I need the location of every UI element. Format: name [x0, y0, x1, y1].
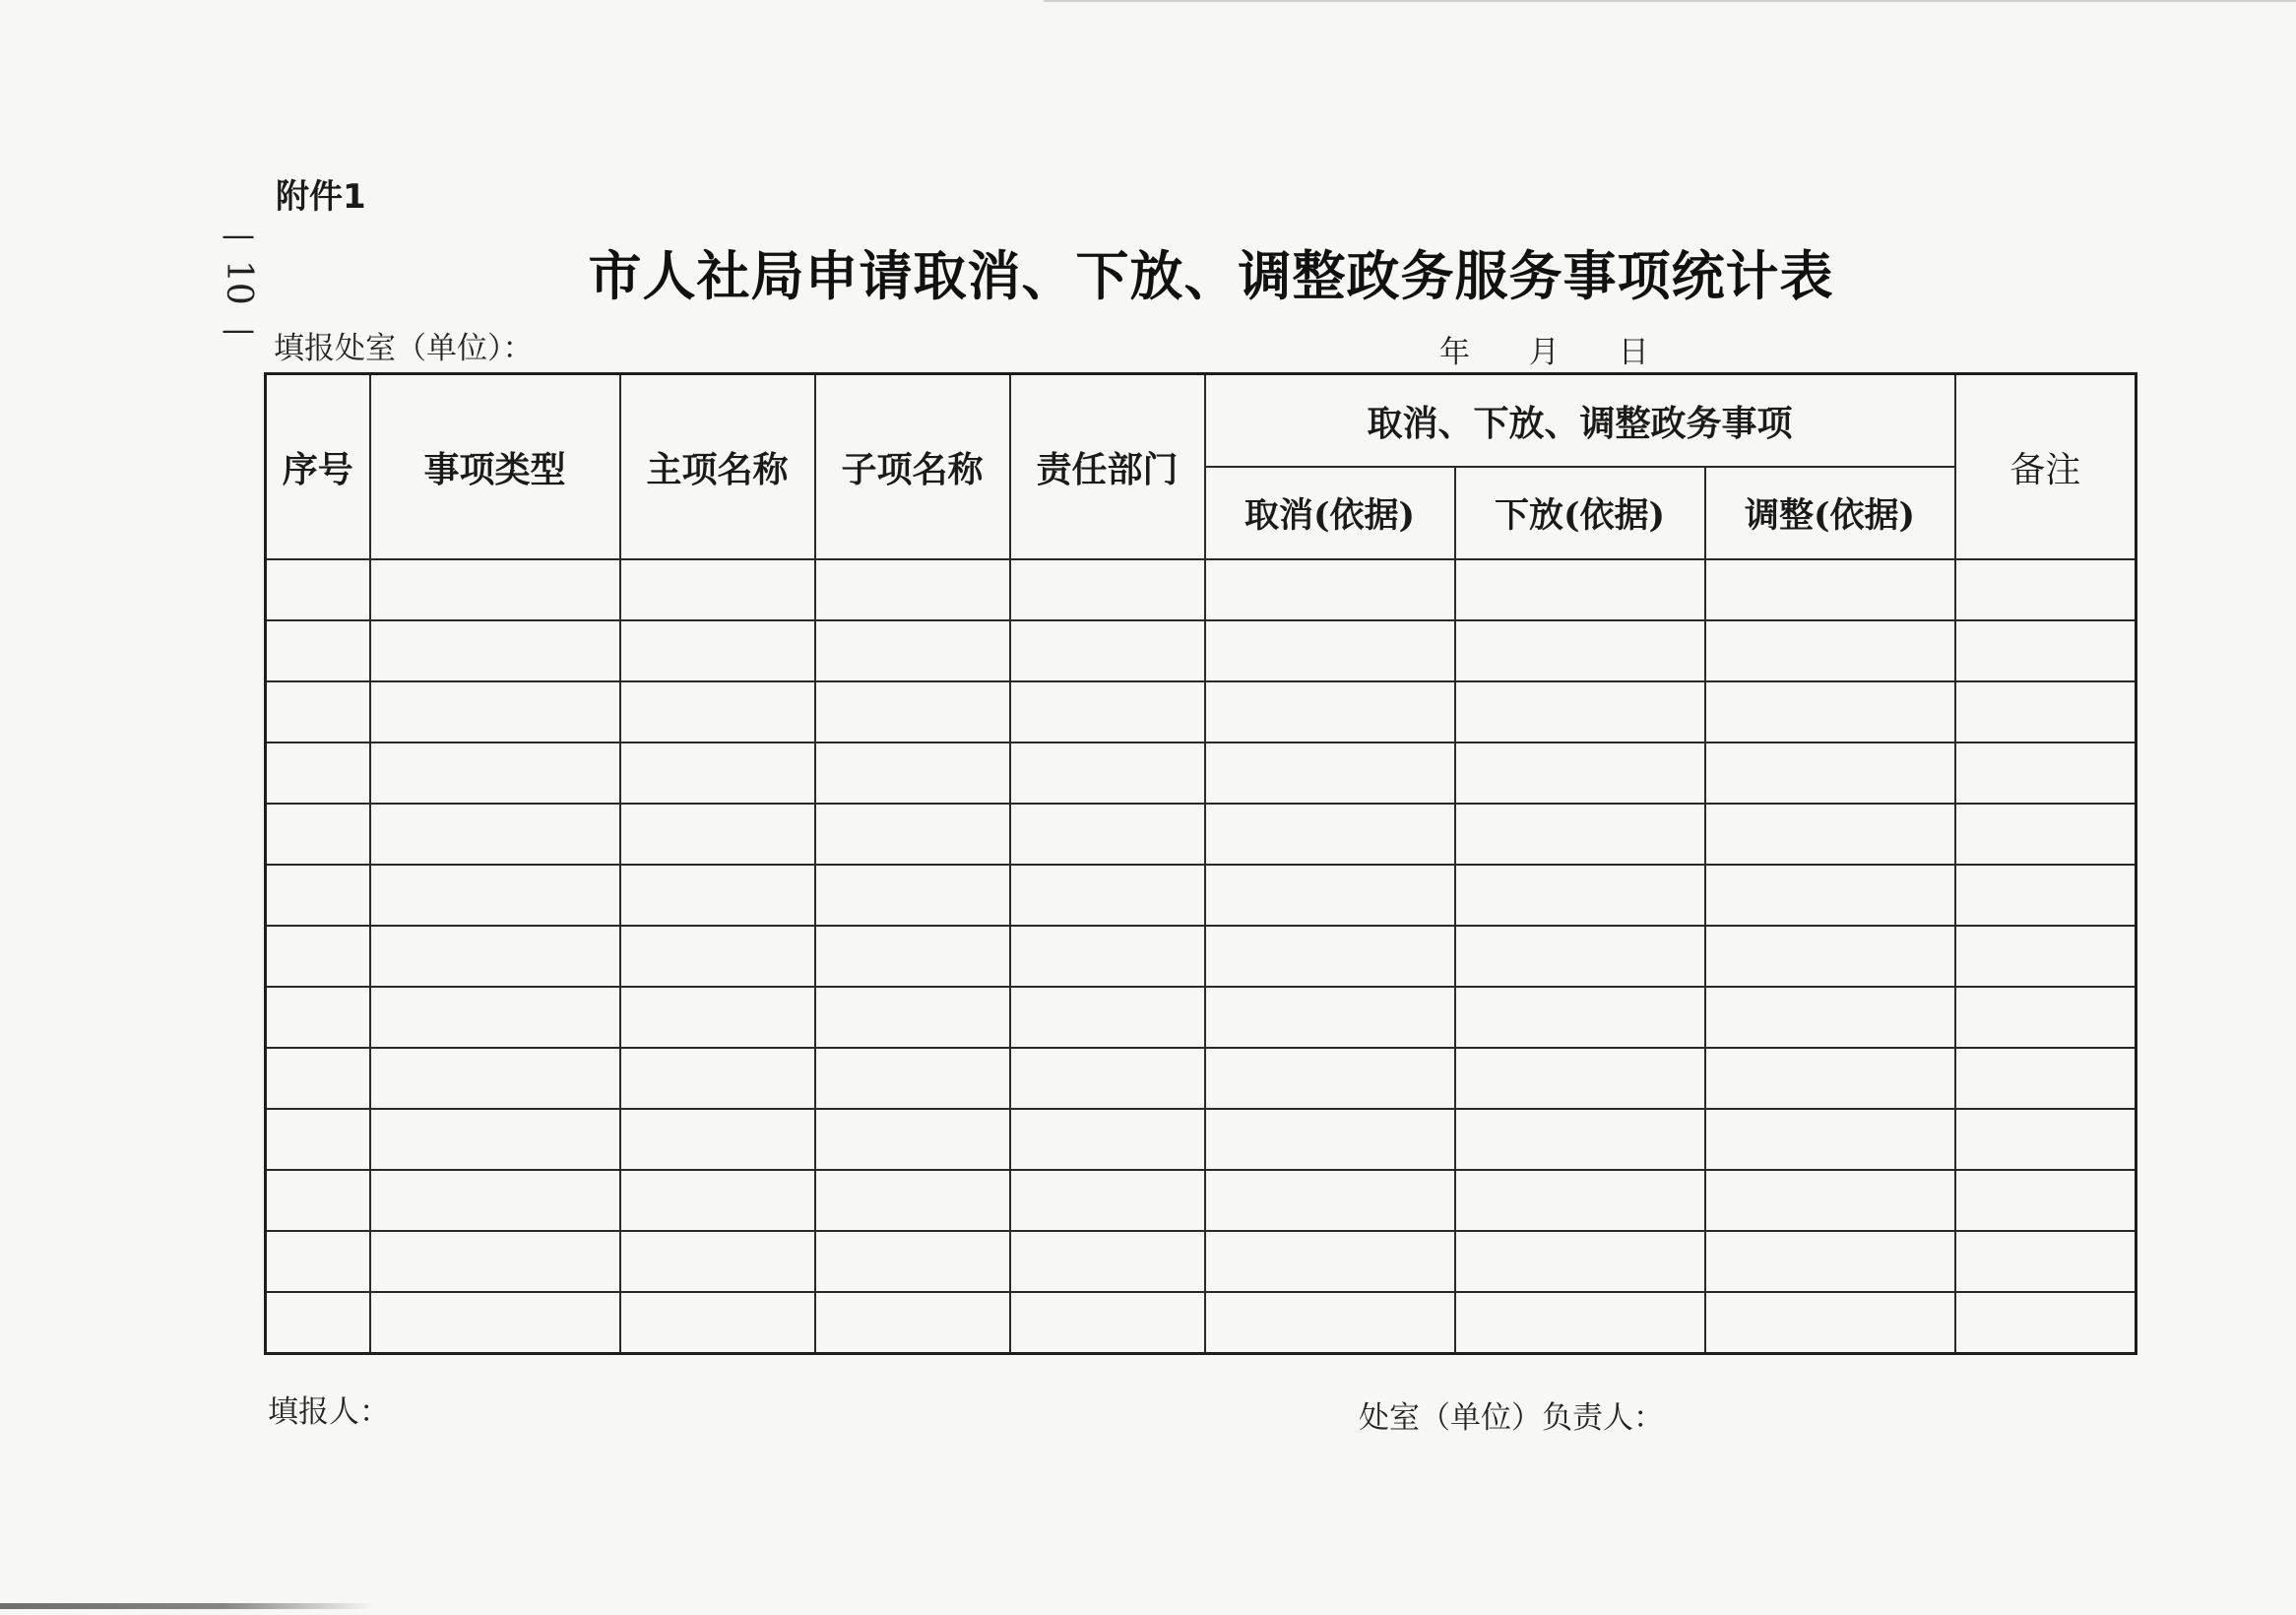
cell-item-type: [370, 559, 620, 620]
cell-delegate: [1455, 865, 1705, 926]
cell-item-type: [370, 1292, 620, 1354]
cell-remark: [1955, 926, 2137, 987]
cell-remark: [1955, 1048, 2137, 1109]
cell-dept: [1010, 804, 1205, 865]
cell-adjust: [1705, 987, 1955, 1048]
cell-main-item: [620, 1292, 815, 1354]
cell-dept: [1010, 681, 1205, 743]
cell-remark: [1955, 804, 2137, 865]
cell-sub-item: [815, 1109, 1010, 1170]
header-sub-item: 子项名称: [815, 374, 1010, 560]
page-number-value: 10: [219, 260, 259, 305]
cell-main-item: [620, 1048, 815, 1109]
cell-delegate: [1455, 987, 1705, 1048]
cell-item-type: [370, 620, 620, 681]
cell-dept: [1010, 620, 1205, 681]
cell-main-item: [620, 865, 815, 926]
cell-delegate: [1455, 1170, 1705, 1231]
cell-seq: [266, 987, 370, 1048]
header-seq: 序号: [266, 374, 370, 560]
cell-cancel: [1205, 987, 1455, 1048]
cell-item-type: [370, 1170, 620, 1231]
cell-sub-item: [815, 620, 1010, 681]
table-row: [266, 1231, 2137, 1292]
cell-remark: [1955, 559, 2137, 620]
cell-dept: [1010, 1231, 1205, 1292]
cell-cancel: [1205, 620, 1455, 681]
cell-dept: [1010, 1109, 1205, 1170]
cell-item-type: [370, 987, 620, 1048]
cell-seq: [266, 865, 370, 926]
scan-bottom-edge: [0, 1603, 374, 1609]
cell-dept: [1010, 1048, 1205, 1109]
cell-cancel: [1205, 1292, 1455, 1354]
cell-delegate: [1455, 559, 1705, 620]
cell-main-item: [620, 620, 815, 681]
date-day: 日: [1618, 335, 1649, 370]
cell-cancel: [1205, 1109, 1455, 1170]
cell-cancel: [1205, 865, 1455, 926]
header-dept: 责任部门: [1010, 374, 1205, 560]
cell-seq: [266, 804, 370, 865]
cell-cancel: [1205, 1048, 1455, 1109]
cell-cancel: [1205, 743, 1455, 804]
cell-main-item: [620, 681, 815, 743]
cell-adjust: [1705, 1109, 1955, 1170]
cell-sub-item: [815, 559, 1010, 620]
date-line: [1439, 327, 1698, 371]
header-cancel: 取消(依据): [1205, 467, 1455, 559]
table-row: [266, 743, 2137, 804]
header-delegate: 下放(依据): [1455, 467, 1705, 559]
scan-top-edge: [1044, 0, 2296, 2]
cell-adjust: [1705, 804, 1955, 865]
cell-dept: [1010, 1292, 1205, 1354]
cell-seq: [266, 926, 370, 987]
header-adjust: 调整(依据): [1705, 467, 1955, 559]
cell-seq: [266, 559, 370, 620]
cell-item-type: [370, 804, 620, 865]
cell-sub-item: [815, 987, 1010, 1048]
cell-sub-item: [815, 681, 1010, 743]
cell-adjust: [1705, 620, 1955, 681]
cell-remark: [1955, 1109, 2137, 1170]
header-item-type: 事项类型: [370, 374, 620, 560]
fill-unit-label: 填报处室（单位）：: [274, 331, 534, 366]
cell-remark: [1955, 1292, 2137, 1354]
department-head-label: 处室（单位）负责人：: [1359, 1400, 1664, 1436]
cell-dept: [1010, 865, 1205, 926]
table-row: [266, 804, 2137, 865]
cell-item-type: [370, 1048, 620, 1109]
cell-main-item: [620, 743, 815, 804]
cell-sub-item: [815, 1170, 1010, 1231]
cell-delegate: [1455, 620, 1705, 681]
cell-delegate: [1455, 926, 1705, 987]
table-row: [266, 1170, 2137, 1231]
table-row: [266, 559, 2137, 620]
statistics-table: [264, 372, 2137, 1355]
cell-cancel: [1205, 1231, 1455, 1292]
page-number-dash-bottom: —: [222, 309, 255, 350]
cell-main-item: [620, 1231, 815, 1292]
page-number: [219, 216, 259, 350]
cell-adjust: [1705, 865, 1955, 926]
cell-remark: [1955, 620, 2137, 681]
cell-remark: [1955, 743, 2137, 804]
cell-adjust: [1705, 681, 1955, 743]
cell-adjust: [1705, 1292, 1955, 1354]
cell-seq: [266, 1109, 370, 1170]
cell-seq: [266, 681, 370, 743]
cell-main-item: [620, 926, 815, 987]
attachment-label: 附件1: [276, 177, 366, 217]
cell-remark: [1955, 865, 2137, 926]
cell-dept: [1010, 1170, 1205, 1231]
cell-cancel: [1205, 926, 1455, 987]
cell-dept: [1010, 987, 1205, 1048]
table-row: [266, 926, 2137, 987]
cell-item-type: [370, 865, 620, 926]
cell-main-item: [620, 987, 815, 1048]
cell-adjust: [1705, 1231, 1955, 1292]
cell-item-type: [370, 743, 620, 804]
cell-item-type: [370, 1109, 620, 1170]
cell-delegate: [1455, 1109, 1705, 1170]
cell-seq: [266, 1048, 370, 1109]
cell-sub-item: [815, 1048, 1010, 1109]
table-row: [266, 620, 2137, 681]
cell-delegate: [1455, 1292, 1705, 1354]
cell-delegate: [1455, 804, 1705, 865]
cell-remark: [1955, 1231, 2137, 1292]
cell-seq: [266, 620, 370, 681]
cell-seq: [266, 743, 370, 804]
filler-label: 填报人：: [268, 1394, 390, 1430]
cell-cancel: [1205, 559, 1455, 620]
cell-sub-item: [815, 743, 1010, 804]
cell-delegate: [1455, 1231, 1705, 1292]
cell-main-item: [620, 559, 815, 620]
cell-sub-item: [815, 1231, 1010, 1292]
cell-adjust: [1705, 926, 1955, 987]
cell-sub-item: [815, 865, 1010, 926]
date-month: 月: [1528, 335, 1560, 370]
cell-dept: [1010, 559, 1205, 620]
cell-seq: [266, 1292, 370, 1354]
cell-cancel: [1205, 1170, 1455, 1231]
cell-sub-item: [815, 804, 1010, 865]
statistics-table-wrap: [264, 372, 2135, 1355]
cell-adjust: [1705, 559, 1955, 620]
cell-dept: [1010, 926, 1205, 987]
table-row: [266, 1292, 2137, 1354]
cell-item-type: [370, 1231, 620, 1292]
cell-dept: [1010, 743, 1205, 804]
table-row: [266, 1048, 2137, 1109]
cell-main-item: [620, 804, 815, 865]
table-row: [266, 681, 2137, 743]
header-main-item: 主项名称: [620, 374, 815, 560]
cell-seq: [266, 1231, 370, 1292]
cell-adjust: [1705, 743, 1955, 804]
cell-sub-item: [815, 926, 1010, 987]
header-remark: 备注: [1955, 374, 2137, 560]
date-year: 年: [1439, 335, 1470, 370]
cell-item-type: [370, 681, 620, 743]
table-header-row-1: [266, 374, 2137, 468]
cell-remark: [1955, 987, 2137, 1048]
cell-delegate: [1455, 681, 1705, 743]
page-number-dash-top: —: [222, 216, 255, 255]
document-title: 市人社局申请取消、下放、调整政务服务事项统计表: [588, 244, 1834, 307]
table-body: [266, 559, 2137, 1354]
table-row: [266, 865, 2137, 926]
cell-remark: [1955, 681, 2137, 743]
cell-seq: [266, 1170, 370, 1231]
cell-remark: [1955, 1170, 2137, 1231]
cell-cancel: [1205, 804, 1455, 865]
cell-cancel: [1205, 681, 1455, 743]
cell-item-type: [370, 926, 620, 987]
header-group: 取消、下放、调整政务事项: [1205, 374, 1955, 468]
cell-delegate: [1455, 1048, 1705, 1109]
cell-adjust: [1705, 1170, 1955, 1231]
cell-main-item: [620, 1170, 815, 1231]
cell-delegate: [1455, 743, 1705, 804]
cell-adjust: [1705, 1048, 1955, 1109]
cell-sub-item: [815, 1292, 1010, 1354]
table-row: [266, 987, 2137, 1048]
cell-main-item: [620, 1109, 815, 1170]
table-row: [266, 1109, 2137, 1170]
